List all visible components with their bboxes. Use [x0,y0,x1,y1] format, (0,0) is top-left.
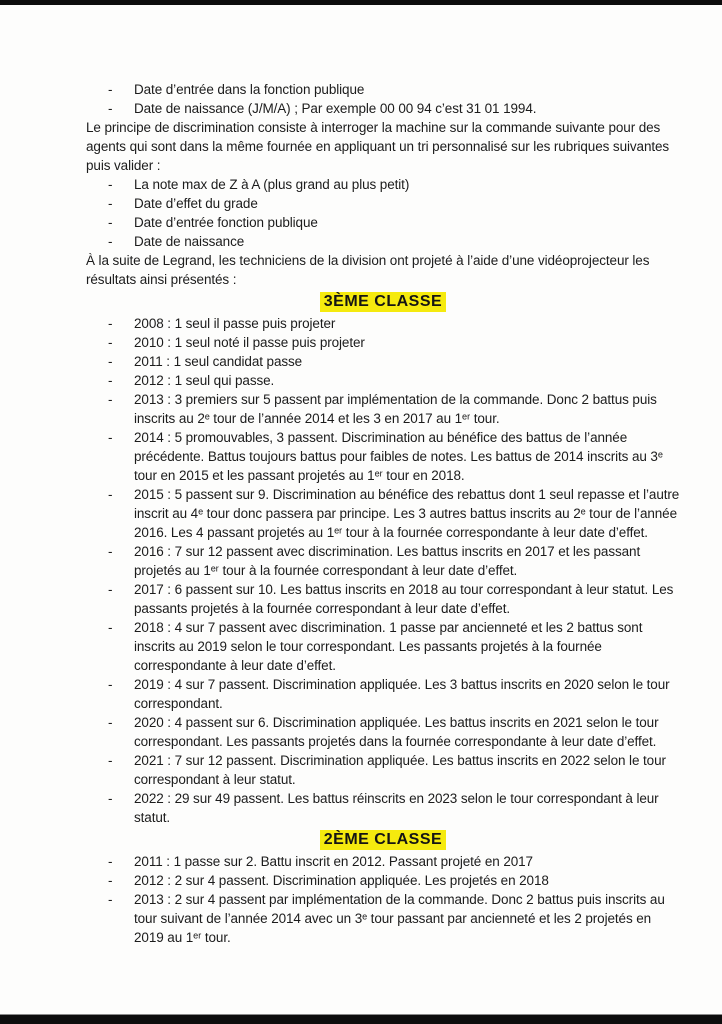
section-2eme-classe-list [86,852,680,947]
list-item [106,618,680,675]
sort-criteria-list [86,175,680,251]
list-item-text: 2012 : 2 sur 4 passent. Discrimination appliquée. Les projetés en 2018 [134,873,549,888]
bullet-dash: - [108,873,113,888]
bullet-dash: - [108,582,113,597]
bullet-dash: - [108,753,113,768]
list-item [106,485,680,542]
list-item [106,580,680,618]
list-item-text: 2010 : 1 seul noté il passe puis projeter [134,335,365,350]
list-item-text: Date d’effet du grade [134,196,258,211]
bullet-dash: - [108,430,113,445]
list-item [106,390,680,428]
list-item [106,789,680,827]
bullet-dash: - [108,82,113,97]
list-item-text: Date d’entrée dans la fonction publique [134,82,365,97]
list-item-text: 2016 : 7 sur 12 passent avec discrimination. Les battus inscrits en 2017 et les passant projetés au 1ᵉʳ tour à la fournée correspondant à leur date d’effet. [134,544,641,578]
list-item [106,542,680,580]
bullet-dash: - [108,215,113,230]
bullet-dash: - [108,677,113,692]
list-item-text: 2012 : 1 seul qui passe. [134,373,275,388]
list-item-text: Date d’entrée fonction publique [134,215,318,230]
list-item-text: 2013 : 3 premiers sur 5 passent par implémentation de la commande. Donc 2 battus puis inscrits au 2ᵉ tour de l’année 2014 et les 3 en 2017 au 1ᵉʳ tour. [134,392,657,426]
bullet-dash: - [108,892,113,907]
list-item-text: 2015 : 5 passent sur 9. Discrimination au bénéfice des rebattus dont 1 seul repasse et l’autre inscrit au 4ᵉ tour donc passera par principe. Les 3 autres battus inscrits au 2ᵉ tour de l’année 2016. Les 4 passant projetés au 1ᵉʳ tour à la fournée correspondante à leur date d’effet. [134,487,680,540]
bullet-dash: - [108,392,113,407]
paragraph-principle: Le principe de discrimination consiste à interroger la machine sur la commande suivante pour des agents qui sont dans la même fournée en appliquant un tri personnalisé sur les rubriques suivantes puis valider : [86,120,670,173]
section-title-highlighted: 2ÈME CLASSE [320,830,446,850]
list-item-text: La note max de Z à A (plus grand au plus petit) [134,177,410,192]
list-item-text: 2021 : 7 sur 12 passent. Discrimination appliquée. Les battus inscrits en 2022 selon le tour correspondant à leur statut. [134,753,666,787]
section-title-highlighted: 3ÈME CLASSE [320,292,446,312]
bullet-dash: - [108,234,113,249]
paragraph-legrand: À la suite de Legrand, les techniciens de la division ont projeté à l’aide d’une vidéoprojecteur les résultats ainsi présentés : [86,253,650,287]
list-item [106,80,680,99]
document-content [86,80,680,947]
list-item-text: 2018 : 4 sur 7 passent avec discrimination. 1 passe par ancienneté et les 2 battus sont inscrits au 2019 selon le tour correspondant. Les passants projetés à la fournée correspondante à leur date d’effet. [134,620,643,673]
scan-edge-bottom [0,1014,722,1024]
list-item [106,890,680,947]
bullet-dash: - [108,620,113,635]
list-item-text: 2014 : 5 promouvables, 3 passent. Discrimination au bénéfice des battus de l’année précédente. Battus toujours battus pour faibles de notes. Les battus de 2014 inscrits au 3ᵉ tour en 2015 et les passant projetés au 1ᵉʳ tour en 2018. [134,430,663,483]
list-item [106,852,680,871]
list-item [106,314,680,333]
bullet-dash: - [108,373,113,388]
bullet-dash: - [108,177,113,192]
list-item-text: Date de naissance (J/M/A) ; Par exemple 00 00 94 c’est 31 01 1994. [134,101,537,116]
list-item-text: 2008 : 1 seul il passe puis projeter [134,316,336,331]
list-item [106,371,680,390]
list-item [106,194,680,213]
list-item [106,232,680,251]
list-item [106,333,680,352]
list-item-text: 2020 : 4 passent sur 6. Discrimination appliquée. Les battus inscrits en 2021 selon le tour correspondant. Les passants projetés dans la fournée correspondante à leur date d’effet. [134,715,659,749]
section-3eme-classe-header [86,292,680,312]
section-2eme-classe-header [86,830,680,850]
section-3eme-classe-list [86,314,680,827]
bullet-dash: - [108,791,113,806]
list-item [106,871,680,890]
bullet-dash: - [108,335,113,350]
list-item [106,352,680,371]
bullet-dash: - [108,316,113,331]
list-item-text: Date de naissance [134,234,245,249]
bullet-dash: - [108,196,113,211]
list-item [106,428,680,485]
top-criteria-list [86,80,680,118]
bullet-dash: - [108,354,113,369]
list-item-text: 2019 : 4 sur 7 passent. Discrimination appliquée. Les 3 battus inscrits en 2020 selon le tour correspondant. [134,677,670,711]
list-item [106,713,680,751]
bullet-dash: - [108,487,113,502]
bullet-dash: - [108,715,113,730]
bullet-dash: - [108,101,113,116]
list-item-text: 2017 : 6 passent sur 10. Les battus inscrits en 2018 au tour correspondant à leur statut. Les passants projetés à la fournée correspondant à leur date d’effet. [134,582,674,616]
list-item-text: 2011 : 1 seul candidat passe [134,354,303,369]
list-item-text: 2022 : 29 sur 49 passent. Les battus réinscrits en 2023 selon le tour correspondant à leur statut. [134,791,659,825]
list-item [106,751,680,789]
list-item-text: 2013 : 2 sur 4 passent par implémentation de la commande. Donc 2 battus puis inscrits au tour suivant de l’année 2014 avec un 3ᵉ tour passant par ancienneté et les 2 projetés en 2019 au 1ᵉʳ tour. [134,892,665,945]
list-item [106,99,680,118]
list-item [106,175,680,194]
scan-edge-top [0,0,722,5]
list-item [106,675,680,713]
bullet-dash: - [108,854,113,869]
bullet-dash: - [108,544,113,559]
list-item [106,213,680,232]
list-item-text: 2011 : 1 passe sur 2. Battu inscrit en 2012. Passant projeté en 2017 [134,854,533,869]
